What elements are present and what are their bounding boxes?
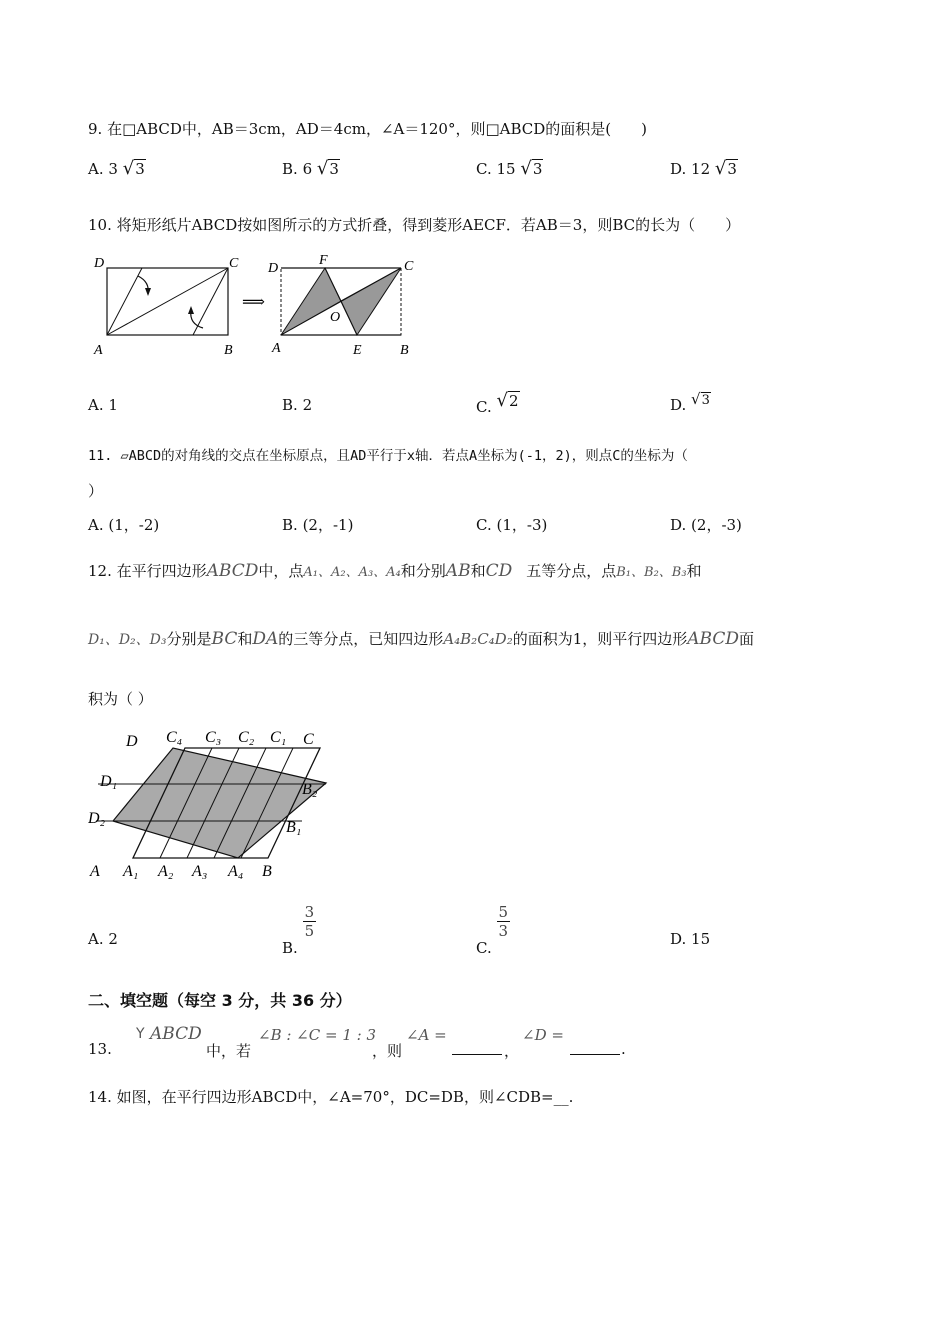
- label-d1: D₁: [100, 773, 118, 790]
- label-d: D: [94, 256, 105, 271]
- q11-option-b[interactable]: B. (2，-1): [282, 516, 354, 534]
- label-d2: D₂: [88, 810, 106, 827]
- label-c: C: [229, 256, 239, 271]
- q11-stem-line2: ）: [88, 482, 104, 500]
- label-c1: C₁: [270, 729, 287, 746]
- q11-stem-line1: 11. ▱ABCD的对角线的交点在坐标原点，且AD平行于x轴．若点A坐标为(-1，2)，则点C的坐标为（: [88, 448, 688, 464]
- q14-stem: 14. 如图，在平行四边形ABCD中，∠A=70°，DC=DB，则∠CDB=__.: [88, 1088, 574, 1106]
- label-a1: A₁: [123, 863, 139, 880]
- q10-option-d[interactable]: D. √3: [670, 390, 710, 414]
- label-o: O: [330, 310, 341, 325]
- label-a: A: [272, 341, 281, 356]
- q12-option-a[interactable]: A. 2: [88, 930, 118, 948]
- q9-option-b[interactable]: B. 6 √3: [282, 158, 339, 179]
- sqrt-symbol: √2: [496, 390, 519, 411]
- q10-option-c[interactable]: C. √2: [476, 390, 519, 416]
- label-a2: A₂: [158, 863, 174, 880]
- label-b2: B₂: [302, 781, 318, 798]
- q12-option-b[interactable]: B. $\frac{3}{5}$: [282, 903, 315, 957]
- q10-figure: [88, 250, 428, 362]
- q11-option-c[interactable]: C. (1，-3): [476, 516, 548, 534]
- sqrt-symbol: √3: [714, 158, 737, 179]
- q11-option-a[interactable]: A. (1，-2): [88, 516, 160, 534]
- label-b: B: [262, 863, 272, 880]
- label-c: C: [303, 731, 314, 748]
- label-b: B: [224, 343, 233, 358]
- arrowhead-bottom: [188, 306, 194, 314]
- sqrt-symbol: √3: [122, 158, 145, 179]
- label-a4: A₄: [228, 863, 244, 880]
- answer-blank-d[interactable]: [570, 1054, 620, 1055]
- q10-stem: 10. 将矩形纸片ABCD按如图所示的方式折叠，得到菱形AECF．若AB＝3，则BC的长为（ ）: [88, 216, 741, 234]
- q12-figure: [88, 722, 338, 884]
- label-a3: A₃: [192, 863, 208, 880]
- parallelogram-symbol: Y: [136, 1026, 145, 1042]
- label-c4: C₄: [166, 729, 183, 746]
- label-b1: B₁: [286, 819, 302, 836]
- diagonal-ac: [107, 268, 228, 335]
- section-heading: 二、填空题（每空 3 分，共 36 分）: [88, 991, 352, 1010]
- label-d: D: [126, 733, 138, 750]
- q11-option-d[interactable]: D. (2，-3): [670, 516, 742, 534]
- sqrt-symbol: √3: [691, 390, 710, 408]
- q9-option-c[interactable]: C. 15 √3: [476, 158, 543, 179]
- q10-option-a[interactable]: A. 1: [88, 396, 118, 414]
- sqrt-symbol: √3: [316, 158, 339, 179]
- label-e: E: [353, 343, 362, 358]
- arrowhead-top: [145, 288, 151, 296]
- implies-arrow: ⟹: [242, 294, 265, 311]
- label-c3: C₃: [205, 729, 222, 746]
- q10-option-b[interactable]: B. 2: [282, 396, 313, 414]
- fold-after-diagram: [267, 253, 414, 358]
- label-c: C: [404, 259, 414, 274]
- q9-option-a[interactable]: A. 3 √3: [88, 158, 145, 179]
- q12-stem-line3: 积为（ ）: [88, 690, 153, 708]
- label-c2: C₂: [238, 729, 255, 746]
- label-a: A: [94, 343, 103, 358]
- shaded-triangle-right: [341, 268, 401, 335]
- label-f: F: [319, 253, 328, 268]
- q12-stem-line1: 12. 在平行四边形ABCD中，点A₁、A₂、A₃、A₄和分别AB和CD 五等分点，点B₁、B₂、B₃和: [88, 561, 702, 581]
- fold-before-diagram: [93, 256, 239, 358]
- answer-blank-a[interactable]: [452, 1054, 502, 1055]
- q9-stem: 9. 在□ABCD中，AB＝3cm，AD＝4cm，∠A＝120°，则□ABCD的面积是( ): [88, 120, 647, 138]
- q12-option-c[interactable]: C. $\frac{5}{3}$: [476, 903, 509, 957]
- fraction: $\frac{3}{5}$: [304, 903, 315, 940]
- label-b: B: [400, 343, 409, 358]
- q12-stem-line2: D₁、D₂、D₃分别是BC和DA的三等分点，已知四边形A₄B₂C₄D₂的面积为1，则平行四边形ABCD面: [88, 629, 755, 649]
- sqrt-symbol: √3: [520, 158, 543, 179]
- q12-option-d[interactable]: D. 15: [670, 930, 711, 948]
- q9-option-d[interactable]: D. 12 √3: [670, 158, 737, 179]
- fraction: $\frac{5}{3}$: [498, 903, 509, 940]
- label-d: D: [268, 261, 279, 276]
- q13-stem: 13. Y ABCD 中，若 ∠B : ∠C = 1 : 3 ，则 ∠A = ， ∠D = .: [88, 1024, 626, 1060]
- label-a: A: [90, 863, 100, 880]
